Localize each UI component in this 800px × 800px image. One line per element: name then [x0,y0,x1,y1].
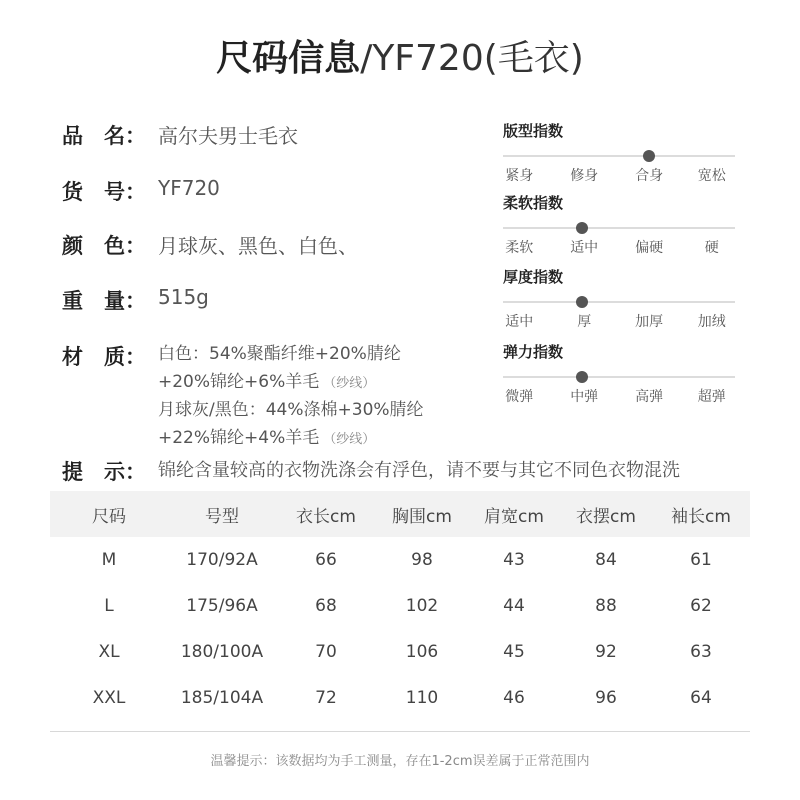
footer-note: 温馨提示：该数据均为手工测量，存在1-2cm误差属于正常范围内 [210,754,590,769]
index-labels [503,165,735,183]
index-marker [576,371,588,383]
index-label: 偏硬 [635,240,664,256]
table-header-cell: 号型 [205,506,239,527]
table-header-cell: 胸围cm [392,506,452,527]
code-value: YF720 [158,176,220,200]
table-cell: 66 [315,550,337,570]
table-header-cell: 衣摆cm [576,506,636,527]
table-cell: 88 [595,596,617,616]
material-line [158,425,428,453]
index-labels [503,386,735,404]
table-header-cell: 肩宽cm [484,506,544,527]
table-row [50,583,750,629]
page-title-sub: /YF720(毛衣) [360,38,584,79]
index-marker [576,222,588,234]
size-table [50,491,750,721]
table-cell: M [101,550,117,570]
material-line-text: 白色：54%聚酯纤维+20%腈纶 [158,344,401,364]
index-marker [643,150,655,162]
material-line-note: （纱线） [323,376,376,391]
index-label: 超弹 [697,389,726,405]
footer-divider [50,731,750,732]
index-fit [503,120,735,184]
index-title: 柔软指数 [503,194,564,212]
index-label: 紧身 [505,168,534,184]
table-header-cell: 衣长cm [296,506,356,527]
tip-row [62,456,680,486]
index-labels [503,237,735,255]
index-title: 弹力指数 [503,343,564,361]
index-bar [503,227,735,256]
table-cell: 68 [315,596,337,616]
material-line-text: +20%锦纶+6%羊毛 [158,372,320,392]
table-cell: 45 [503,642,525,662]
weight-label: 重 量： [62,289,146,313]
table-header-cell: 尺码 [92,506,126,527]
index-label: 修身 [570,168,599,184]
info-row-material [62,341,428,453]
table-cell: 44 [503,596,525,616]
table-cell: 61 [690,550,712,570]
index-label: 中弹 [570,389,599,405]
material-line [158,341,428,369]
index-bar [503,376,735,405]
table-cell: 72 [315,688,337,708]
table-cell: 96 [595,688,617,708]
index-label: 合身 [635,168,664,184]
page-title-main: 尺码信息 [216,38,361,79]
table-row [50,537,750,583]
weight-value: 515g [158,285,209,309]
table-header-cell: 袖长cm [671,506,731,527]
index-labels [503,311,735,329]
index-label: 厚 [577,314,592,330]
table-cell: 46 [503,688,525,708]
table-cell: XL [98,642,120,662]
name-value: 高尔夫男士毛衣 [158,124,298,148]
index-label: 宽松 [697,168,726,184]
info-row-code [62,176,220,206]
table-cell: 102 [405,596,439,616]
material-line-text: 月球灰/黑色：44%涤棉+30%腈纶 [158,400,424,420]
tip-value: 锦纶含量较高的衣物洗涤会有浮色，请不要与其它不同色衣物混洗 [158,460,680,481]
index-label: 硬 [704,240,719,256]
table-cell: L [104,596,114,616]
name-label: 品 名： [62,124,146,148]
index-bar [503,155,735,184]
material-line-note: （纱线） [323,432,376,447]
table-cell: 106 [405,642,439,662]
table-cell: 180/100A [180,642,264,662]
table-cell: 92 [595,642,617,662]
material-label: 材 质： [62,345,146,369]
index-title: 厚度指数 [503,268,564,286]
material-line [158,397,428,425]
index-label: 适中 [570,240,599,256]
table-header [50,491,750,537]
table-cell: 84 [595,550,617,570]
index-marker [576,296,588,308]
table-cell: 170/92A [186,550,258,570]
table-row [50,629,750,675]
info-row-weight [62,285,209,315]
color-label: 颜 色： [62,234,146,258]
index-elasticity [503,341,735,405]
table-row [50,675,750,721]
table-cell: XXL [92,688,126,708]
index-label: 加厚 [635,314,664,330]
material-lines [158,341,428,453]
index-title: 版型指数 [503,122,564,140]
table-cell: 70 [315,642,337,662]
index-label: 微弹 [505,389,534,405]
tip-label: 提 示： [62,460,146,484]
code-label: 货 号： [62,180,146,204]
color-value: 月球灰、黑色、白色、 [158,234,358,258]
table-cell: 185/104A [180,688,264,708]
index-thickness [503,266,735,330]
table-cell: 175/96A [186,596,258,616]
table-cell: 64 [690,688,712,708]
table-cell: 110 [405,688,439,708]
table-cell: 43 [503,550,525,570]
info-row-name [62,120,298,150]
index-label: 加绒 [697,314,726,330]
index-label: 柔软 [505,240,534,256]
index-label: 适中 [505,314,534,330]
table-cell: 63 [690,642,712,662]
page-title [0,30,800,81]
table-cell: 62 [690,596,712,616]
info-row-color [62,230,358,260]
index-softness [503,192,735,256]
table-cell: 98 [411,550,433,570]
index-bar [503,301,735,330]
material-line [158,369,428,397]
index-label: 高弹 [635,389,664,405]
material-line-text: +22%锦纶+4%羊毛 [158,428,320,448]
